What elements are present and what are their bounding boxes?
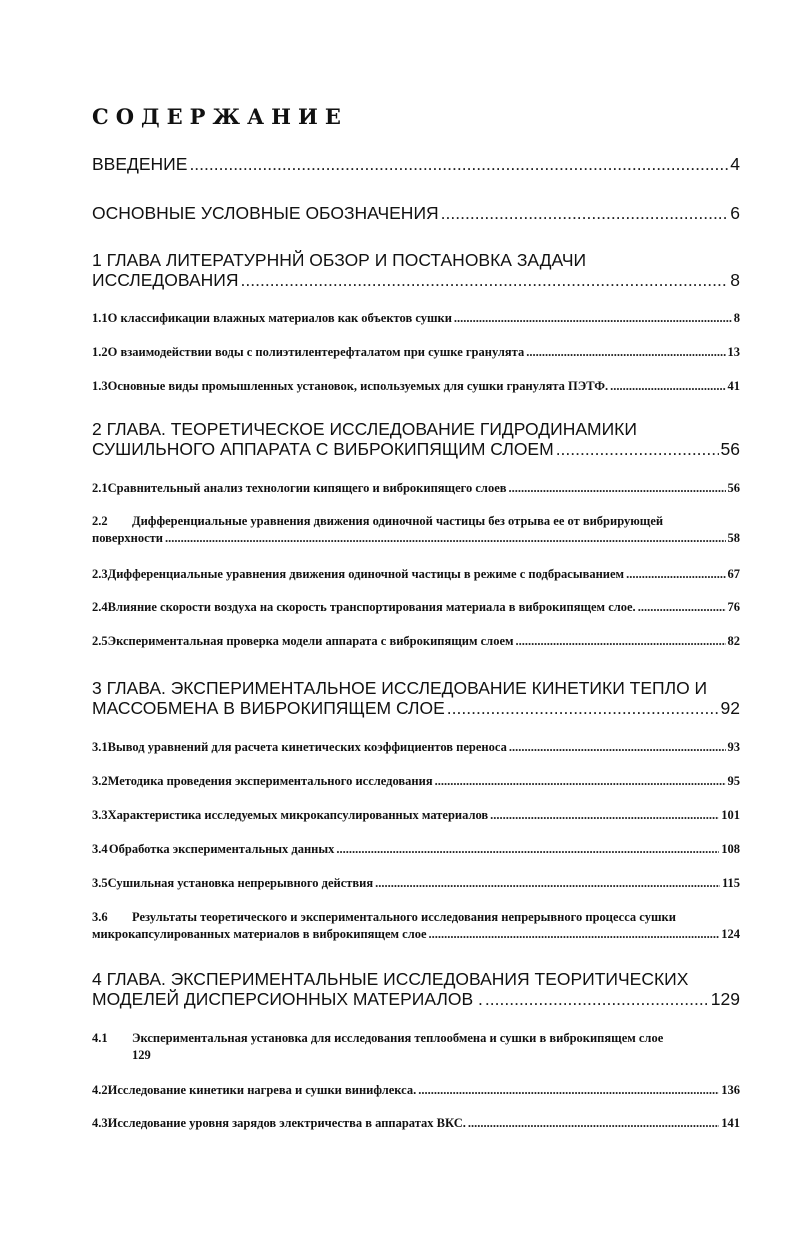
toc-section-3-2[interactable] (92, 774, 740, 789)
leader-dots (509, 481, 726, 496)
toc-entry-text: микрокапсулированных материалов в виброкипящем слое (92, 927, 427, 941)
toc-entry-text: МОДЕЛЕЙ ДИСПЕРСИОННЫХ МАТЕРИАЛОВ . (92, 989, 483, 1009)
page-title: СОДЕРЖАНИЕ (92, 104, 348, 129)
toc-page-number: 56 (727, 481, 740, 495)
toc-page-number: 82 (727, 634, 740, 648)
toc-section-2-4[interactable] (92, 600, 740, 615)
section-number: 4.3 (92, 1116, 108, 1130)
leader-dots (638, 600, 726, 615)
leader-dots (435, 774, 726, 789)
toc-section-1-3[interactable] (92, 379, 740, 394)
toc-page-number: 6 (730, 203, 740, 223)
toc-section-4-3[interactable] (92, 1116, 740, 1131)
toc-entry-text: ИССЛЕДОВАНИЯ (92, 270, 239, 290)
section-number: 3.5 (92, 876, 108, 890)
leader-dots (526, 345, 725, 360)
section-number: 1.2 (92, 345, 108, 359)
section-number: 3.2 (92, 774, 108, 788)
leader-dots (441, 203, 729, 224)
toc-page-number: 101 (721, 808, 740, 822)
toc-section-2-3[interactable] (92, 567, 740, 582)
section-number: 1.1 (92, 311, 108, 325)
toc-page-number: 129 (710, 989, 740, 1009)
toc-section-1-2[interactable] (92, 345, 740, 360)
toc-chapter-1[interactable] (92, 270, 740, 291)
leader-dots (516, 634, 726, 649)
section-number: 3.3 (92, 808, 108, 822)
leader-dots (241, 270, 729, 291)
section-number: 2.5 (92, 634, 108, 648)
toc-entry-text: Экспериментальная установка для исследования теплообмена и сушки в виброкипящем слое (132, 1031, 664, 1045)
toc-entry-text: Дифференциальные уравнения движения одиночной частицы без отрыва ее от вибрирующей (132, 514, 664, 528)
leader-dots (336, 842, 719, 857)
toc-section-2-2-line1[interactable] (92, 514, 740, 529)
toc-page-number: 56 (720, 439, 740, 459)
toc-page-number: 92 (720, 698, 740, 718)
toc-entry-text: МАССОБМЕНА В ВИБРОКИПЯЩЕМ СЛОЕ (92, 698, 445, 718)
toc-entry-text: Дифференциальные уравнения движения одиночной частицы в режиме с подбрасыванием (107, 567, 625, 581)
toc-section-3-1[interactable] (92, 740, 740, 755)
leader-dots (454, 311, 732, 326)
leader-dots (447, 698, 719, 719)
toc-entry-text: О классификации влажных материалов как объектов сушки (107, 311, 452, 325)
toc-entry-text: О взаимодействии воды с полиэтилентерефталатом при сушке гранулята (107, 345, 525, 359)
toc-chapter-2[interactable] (92, 439, 740, 460)
toc-page-number: 136 (721, 1083, 740, 1097)
toc-entry-text: Сравнительный анализ технологии кипящего и виброкипящего слоев (107, 481, 507, 495)
toc-entry-text: ВВЕДЕНИЕ (92, 154, 188, 174)
toc-entry-text: Сушильная установка непрерывного действия (107, 876, 374, 890)
toc-page-number: 8 (730, 270, 740, 290)
toc-section-4-2[interactable] (92, 1083, 740, 1098)
section-number: 1.3 (92, 379, 108, 393)
toc-entry-text: Обработка экспериментальных данных (108, 842, 335, 856)
leader-dots (429, 927, 720, 942)
toc-page-number: 8 (733, 311, 740, 325)
toc-page-number: 67 (727, 567, 740, 581)
toc-entry-text: Экспериментальная проверка модели аппарата с виброкипящим слоем (107, 634, 514, 648)
toc-section-3-3[interactable] (92, 808, 740, 823)
section-number: 3.6 (92, 910, 108, 924)
toc-page-number: 41 (727, 379, 740, 393)
toc-page-number: 93 (727, 740, 740, 754)
toc-entry-text: СУШИЛЬНОГО АППАРАТА С ВИБРОКИПЯЩИМ СЛОЕМ (92, 439, 554, 459)
toc-section-1-1[interactable] (92, 311, 740, 326)
toc-section-2-1[interactable] (92, 481, 740, 496)
leader-dots (418, 1083, 719, 1098)
toc-entry-text: Методика проведения экспериментального исследования (107, 774, 433, 788)
section-number: 3.1 (92, 740, 108, 754)
leader-dots (509, 740, 726, 755)
toc-entry-text: Характеристика исследуемых микрокапсулированных материалов (107, 808, 489, 822)
leader-dots (189, 154, 728, 175)
toc-page-number: 115 (721, 876, 740, 890)
toc-section-2-5[interactable] (92, 634, 740, 649)
toc-chapter-1-line1[interactable]: 1 ГЛАВА ЛИТЕРАТУРННЙ ОБЗОР И ПОСТАНОВКА ЗАДАЧИ (92, 250, 587, 270)
toc-section-3-6-line1[interactable] (92, 910, 740, 925)
toc-entry-text: Исследование уровня зарядов электричества в аппаратах ВКС. (107, 1116, 466, 1130)
toc-page-number: 95 (727, 774, 740, 788)
section-number: 2.1 (92, 481, 108, 495)
toc-page-number: 58 (727, 531, 740, 545)
toc-entry-text: Результаты теоретического и экспериментального исследования непрерывного процесса сушки (132, 910, 676, 924)
section-number: 4.1 (92, 1031, 108, 1045)
toc-entry-text: Вывод уравнений для расчета кинетических коэффициентов переноса (107, 740, 507, 754)
toc-page-number: 13 (727, 345, 740, 359)
toc-page-number: 124 (721, 927, 740, 941)
leader-dots (556, 439, 719, 460)
toc-section-3-4[interactable] (92, 842, 740, 857)
section-number: 2.3 (92, 567, 108, 581)
toc-entry-text: Исследование кинетики нагрева и сушки винифлекса. (107, 1083, 417, 1097)
leader-dots (165, 531, 726, 546)
leader-dots (490, 808, 719, 823)
section-number: 3.4 (92, 842, 108, 856)
leader-dots (610, 379, 725, 394)
leader-dots (626, 567, 725, 582)
toc-page-number: 108 (721, 842, 740, 856)
toc-entry-text: ОСНОВНЫЕ УСЛОВНЫЕ ОБОЗНАЧЕНИЯ (92, 203, 439, 223)
toc-entry-intro[interactable] (92, 154, 740, 175)
toc-section-3-6[interactable] (92, 927, 740, 942)
toc-chapter-4-line1[interactable]: 4 ГЛАВА. ЭКСПЕРИМЕНТАЛЬНЫЕ ИССЛЕДОВАНИЯ ТЕОРИТИЧЕСКИХ (92, 969, 689, 989)
toc-entry-text: Влияние скорости воздуха на скорость транспортирования материала в виброкипящем слое. (107, 600, 636, 614)
section-number: 2.2 (92, 514, 108, 528)
toc-chapter-2-line1[interactable]: 2 ГЛАВА. ТЕОРЕТИЧЕСКОЕ ИССЛЕДОВАНИЕ ГИДРОДИНАМИКИ (92, 419, 637, 439)
toc-page-number: 4 (730, 154, 740, 174)
toc-section-3-5[interactable] (92, 876, 740, 891)
section-number: 4.2 (92, 1083, 108, 1097)
toc-section-4-1-page[interactable]: 129 (132, 1048, 151, 1062)
toc-entry-symbols[interactable] (92, 203, 740, 224)
leader-dots (468, 1116, 719, 1131)
toc-page-number: 76 (727, 600, 740, 614)
toc-page-number: 141 (721, 1116, 740, 1130)
toc-chapter-3[interactable] (92, 698, 740, 719)
toc-entry-text: Основные виды промышленных установок, используемых для сушки гранулята ПЭТФ. (107, 379, 609, 393)
leader-dots (485, 989, 709, 1010)
section-number: 2.4 (92, 600, 108, 614)
toc-chapter-4[interactable] (92, 989, 740, 1010)
toc-entry-text: поверхности (92, 531, 163, 545)
toc-section-4-1-line1[interactable] (92, 1031, 740, 1046)
toc-section-2-2[interactable] (92, 531, 740, 546)
toc-chapter-3-line1[interactable]: 3 ГЛАВА. ЭКСПЕРИМЕНТАЛЬНОЕ ИССЛЕДОВАНИЕ КИНЕТИКИ ТЕПЛО И (92, 678, 708, 698)
leader-dots (375, 876, 720, 891)
